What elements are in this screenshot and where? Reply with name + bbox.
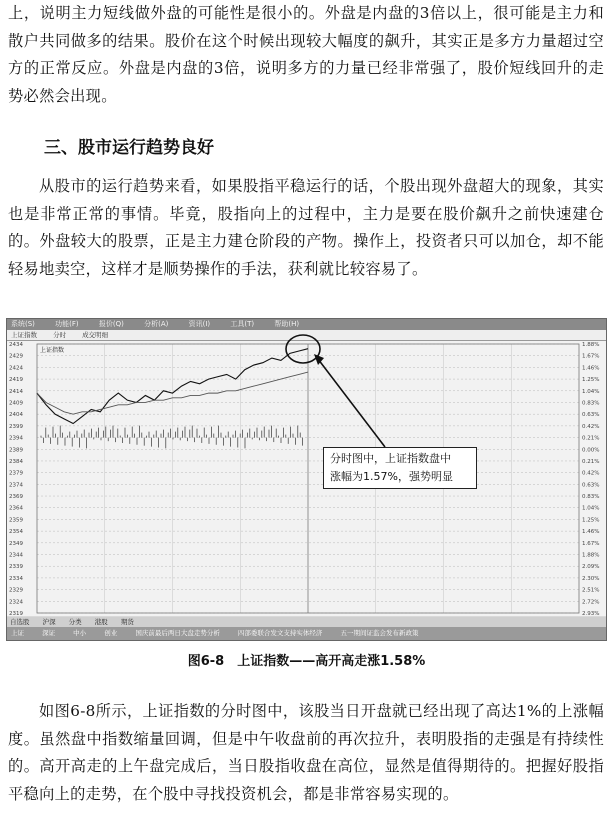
y-tick-left: 2424 (9, 365, 23, 372)
y-tick-left: 2409 (9, 400, 23, 407)
status-bar (7, 627, 606, 640)
y-tick-right: 0.21% (582, 435, 600, 442)
y-tick-right: 0.63% (582, 482, 600, 489)
y-tick-left: 2429 (9, 353, 23, 360)
y-tick-right: 2.30% (582, 575, 600, 582)
y-tick-left: 2354 (9, 529, 23, 536)
chart-annotation (323, 447, 477, 489)
chart-title-text: 上证指数 (40, 347, 65, 354)
y-tick-left: 2369 (9, 494, 23, 501)
paragraph-1: 上，说明主力短线做外盘的可能性是很小的。外盘是内盘的3倍以上，很可能是主力和散户共同做多的结果。股价在这个时候出现较大幅度的飙升，其实正是多方力量超过空方的正常反应。外盘是内盘的3倍，说明多方的力量已经非常强了，股价短线回升的走势必然会出现。 (8, 4, 604, 105)
y-tick-left: 2319 (9, 611, 23, 616)
chart-detail[interactable]: 成交明细 (82, 331, 109, 339)
y-tick-left: 2339 (9, 564, 23, 571)
y-tick-left: 2344 (9, 552, 23, 559)
status-note: 五一期间证监会发布新政策 (340, 629, 419, 637)
annotation-line-2: 涨幅为1.57%，强势明显 (330, 470, 453, 483)
menu-item[interactable]: 功能(F) (55, 320, 79, 328)
y-tick-left: 2394 (9, 435, 23, 442)
y-tick-left: 2404 (9, 412, 23, 419)
y-tick-right: 1.88% (582, 342, 600, 348)
status-item: 上证 (11, 629, 24, 637)
paragraph-3: 如图6-8所示，上证指数的分时图中，该股当日开盘就已经出现了高达1%的上涨幅度。虽然盘中指数缩量回调，但是中午收盘前的再次拉升，表明股指的走强是有持续性的。高开高走的上午盘完成后，当日股指收盘在高位，显然是值得期待的。把握好股指平稳向上的走势，在个股中寻找投资机会，都是非常容易实现的。 (8, 702, 604, 803)
intraday-chart (7, 341, 606, 616)
status-item: 深证 (42, 629, 56, 637)
y-tick-right: 2.93% (582, 611, 600, 616)
annotation-line-1: 分时图中，上证指数盘中 (330, 452, 451, 465)
y-tick-right: 1.46% (582, 529, 600, 536)
figure-caption: 图6-8 上证指数——高开高走涨1.58% (187, 654, 426, 669)
y-tick-right: 1.04% (582, 388, 600, 395)
y-tick-left: 2364 (9, 505, 23, 512)
y-tick-right: 0.00% (582, 447, 600, 454)
y-tick-left: 2419 (9, 377, 23, 384)
chart-mode[interactable]: 分时 (53, 331, 67, 339)
menu-item[interactable]: 工具(T) (230, 320, 255, 328)
y-tick-right: 2.09% (582, 564, 600, 571)
y-tick-right: 1.46% (582, 365, 600, 372)
tab-item[interactable]: 港股 (94, 618, 108, 626)
tab-item[interactable]: 分类 (68, 618, 82, 626)
y-tick-right: 0.83% (582, 400, 600, 407)
menu-item[interactable]: 分析(A) (144, 320, 169, 328)
menu-item[interactable]: 资讯(I) (188, 320, 211, 328)
y-tick-left: 2334 (9, 575, 23, 582)
tab-item[interactable]: 期货 (120, 618, 134, 626)
y-tick-left: 2434 (9, 342, 23, 348)
y-tick-left: 2359 (9, 517, 23, 524)
y-tick-right: 0.42% (582, 470, 600, 477)
y-tick-left: 2349 (9, 540, 23, 547)
chart-background (7, 341, 606, 616)
y-tick-right: 0.63% (582, 412, 600, 419)
chart-title: 上证指数 (11, 331, 37, 339)
status-note: 四部委联合发文支持实体经济 (237, 629, 323, 637)
software-menu-bar (7, 319, 606, 330)
menu-item[interactable]: 帮助(H) (274, 320, 300, 328)
index-chart-figure (6, 318, 607, 641)
tab-item[interactable]: 自选股 (10, 618, 30, 626)
tab-item[interactable]: 沪深 (42, 618, 56, 626)
y-tick-right: 1.25% (582, 377, 600, 384)
menu-item[interactable]: 报价(Q) (98, 320, 124, 328)
y-tick-left: 2414 (9, 388, 23, 395)
bottom-tabs (7, 617, 606, 627)
y-tick-left: 2399 (9, 423, 23, 430)
y-tick-right: 0.42% (582, 423, 600, 430)
y-tick-right: 1.88% (582, 552, 600, 559)
y-tick-right: 1.04% (582, 505, 600, 512)
section-heading: 三、股市运行趋势良好 (44, 138, 214, 158)
y-tick-right: 2.72% (582, 599, 600, 606)
y-tick-left: 2324 (9, 599, 23, 606)
status-item: 中小 (73, 629, 87, 637)
menu-item[interactable]: 系统(S) (11, 320, 35, 328)
y-tick-right: 2.51% (582, 587, 600, 594)
y-tick-left: 2379 (9, 470, 23, 477)
y-tick-right: 0.21% (582, 458, 600, 465)
y-tick-left: 2329 (9, 587, 23, 594)
y-tick-right: 1.67% (582, 540, 600, 547)
status-item: 创业 (104, 629, 118, 637)
y-tick-left: 2384 (9, 458, 23, 465)
y-tick-right: 1.25% (582, 517, 600, 524)
y-tick-right: 1.67% (582, 353, 600, 360)
y-tick-left: 2389 (9, 447, 23, 454)
y-tick-right: 0.83% (582, 494, 600, 501)
paragraph-2: 从股市的运行趋势来看，如果股指平稳运行的话，个股出现外盘超大的现象，其实也是非常正常的事情。毕竟，股指向上的过程中，主力是要在股价飙升之前快速建仓的。外盘较大的股票，正是主力建仓阶段的产物。操作上，投资者只可以加仓，却不能轻易地卖空，这样才是顺势操作的手法，获利就比较容易了。 (8, 177, 604, 278)
chart-sub-toolbar (7, 330, 606, 341)
status-note: 国庆前最后两日大盘走势分析 (135, 629, 220, 637)
y-tick-left: 2374 (9, 482, 23, 489)
